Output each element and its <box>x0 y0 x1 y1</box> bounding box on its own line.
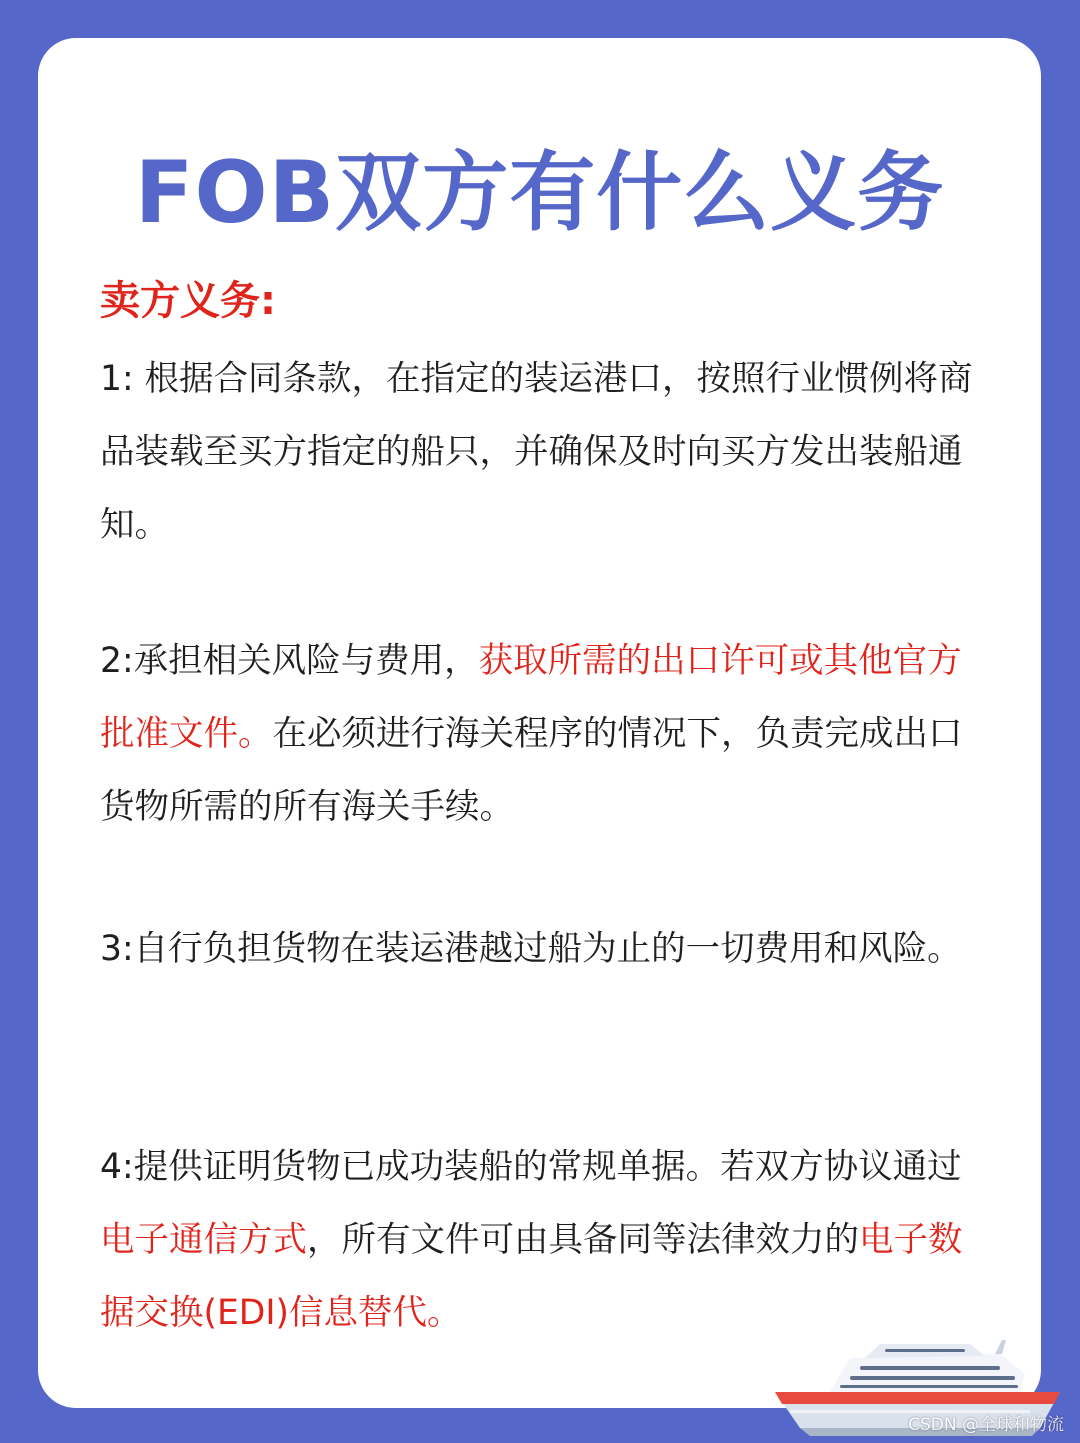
obligation-2-text-b: 在必须进行海关程序的情况下，负责完成出口货物所需的所有海关手续。 <box>100 714 963 827</box>
obligation-2-text-a: 2:承担相关风险与费用， <box>100 641 479 681</box>
obligation-item-4 <box>100 1131 980 1350</box>
obligation-1-text: 1: 根据合同条款，在指定的装运港口，按照行业惯例将商品装载至买方指定的船只，并确保及时向买方发出装船通知。 <box>100 359 973 545</box>
obligation-4-highlight-b: 电子数据交换(EDI)信息替代。 <box>100 1220 963 1333</box>
obligation-3-text: 3:自行负担货物在装运港越过船为止的一切费用和风险。 <box>100 929 962 969</box>
page-title: FOB双方有什么义务 <box>134 143 945 243</box>
obligation-item-2 <box>100 625 980 844</box>
obligation-item-3 <box>100 913 980 986</box>
obligation-4-highlight-a: 电子通信方式 <box>100 1220 307 1260</box>
section-heading-seller-obligations: 卖方义务: <box>100 278 276 324</box>
obligation-4-text-b: ，所有文件可由具备同等法律效力的 <box>307 1220 859 1260</box>
obligation-4-text-a: 4:提供证明货物已成功装船的常规单据。若双方协议通过 <box>100 1147 962 1187</box>
obligation-2-highlight: 获取所需的出口许可或其他官方批准文件。 <box>100 641 962 754</box>
content-card <box>38 38 1041 1408</box>
watermark-text: CSDN @全球和物流 <box>908 1415 1064 1435</box>
obligation-item-1 <box>100 343 980 562</box>
